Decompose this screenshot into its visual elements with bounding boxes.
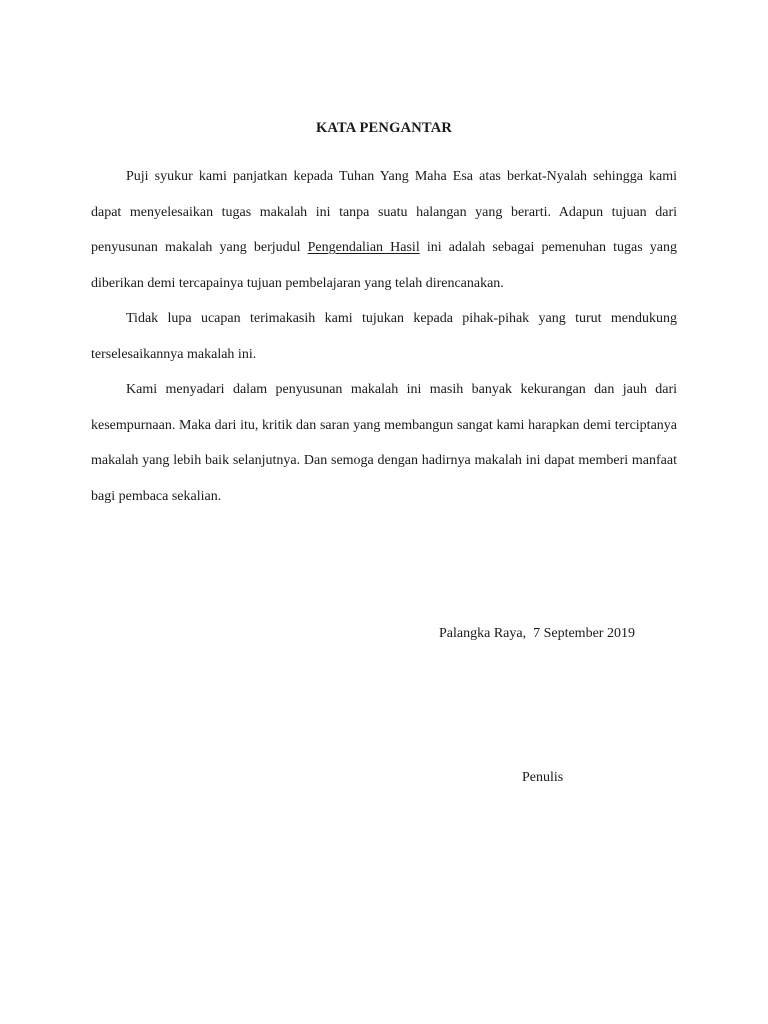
paragraph-1-text-end: ini adalah sebagai pemenuhan tugas yang diberikan demi tercapainya tujuan pembelajaran yang telah direncanakan. bbox=[91, 240, 677, 291]
place-and-date: Palangka Raya, 7 September 2019 bbox=[439, 626, 635, 641]
paper-title-underlined: Pengendalian Hasil bbox=[307, 240, 420, 255]
document-body bbox=[91, 159, 677, 514]
document-title: KATA PENGANTAR bbox=[315, 120, 453, 136]
paragraph-3: Kami menyadari dalam penyusunan makalah ini masih banyak kekurangan dan jauh dari kesempurnaan. Maka dari itu, kritik dan saran yang membangun sangat kami harapkan demi terciptanya makalah yang lebih baik selanjutnya. Dan semoga dengan hadirnya makalah ini dapat memberi manfaat bagi pembaca sekalian. bbox=[91, 382, 677, 504]
author-signature: Penulis bbox=[522, 770, 564, 785]
paragraph-2: Tidak lupa ucapan terimakasih kami tujukan kepada pihak-pihak yang turut mendukung terselesaikannya makalah ini. bbox=[91, 311, 677, 362]
paragraph-1-text-start: Puji syukur kami panjatkan kepada Tuhan Yang Maha Esa atas berkat-Nyalah sehingga kami dapat menyelesaikan tugas makalah ini tanpa suatu halangan yang berarti. Adapun tujuan dari penyusunan makalah yang berjudul bbox=[91, 169, 677, 255]
paragraph-1 bbox=[91, 159, 677, 301]
